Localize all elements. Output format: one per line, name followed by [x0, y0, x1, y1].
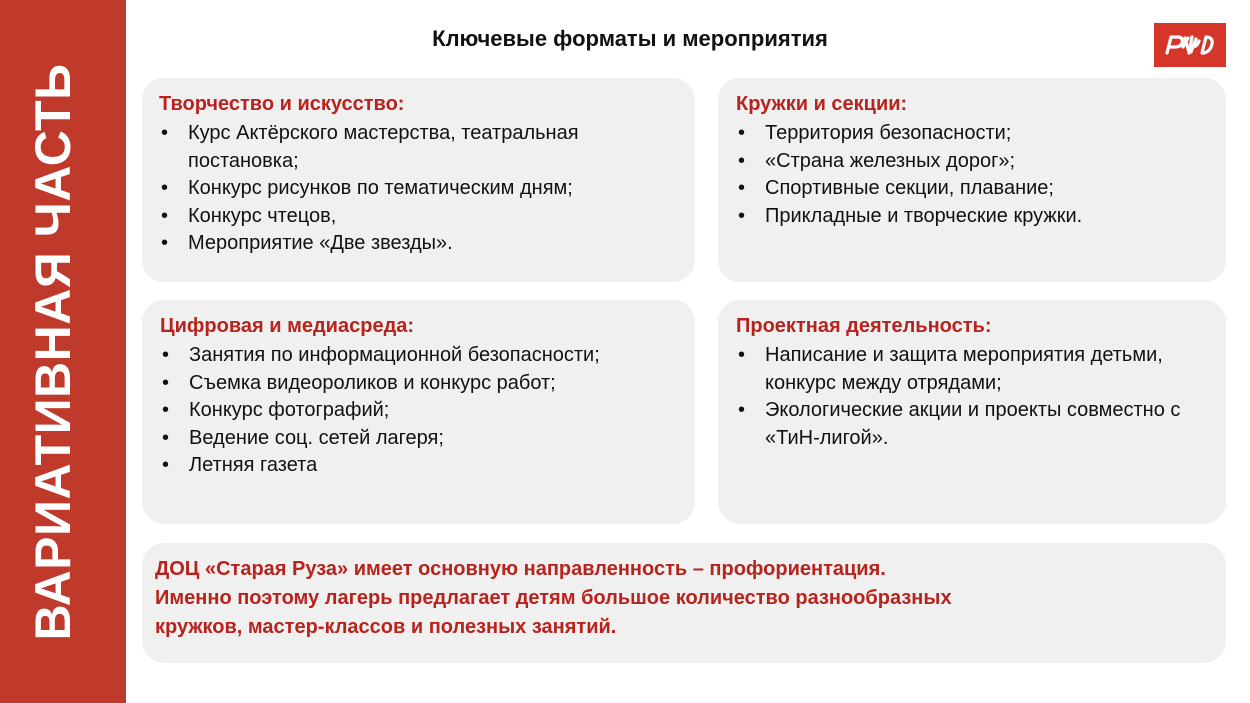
card-title: Цифровая и медиасреда: — [160, 315, 415, 337]
note-line: Именно поэтому лагерь предлагает детям большое количество разнообразных — [155, 587, 952, 609]
list-item: • Территория безопасности; — [736, 120, 1206, 148]
side-title: ВАРИАТИВНАЯ ЧАСТЬ — [25, 63, 81, 641]
page-title: Ключевые форматы и мероприятия — [432, 26, 828, 51]
list-item: • Летняя газета — [160, 452, 675, 480]
list-item: • Съемка видеороликов и конкурс работ; — [160, 370, 675, 398]
bullet-list — [159, 120, 675, 258]
summary-note — [142, 543, 1226, 663]
list-item: • Конкурс фотографий; — [160, 397, 675, 425]
note-line: ДОЦ «Старая Руза» имеет основную направленность – профориентация. — [155, 558, 886, 580]
bullet-list — [736, 120, 1206, 230]
card-clubs — [718, 78, 1226, 282]
list-item: • Мероприятие «Две звезды». — [159, 230, 675, 258]
list-item: • Спортивные секции, плавание; — [736, 175, 1206, 203]
list-item: • Занятия по информационной безопасности; — [160, 342, 675, 370]
note-line: кружков, мастер-классов и полезных занятий. — [155, 616, 617, 638]
side-bar — [0, 0, 126, 703]
card-projects — [718, 300, 1226, 524]
list-item: • Экологические акции и проекты совместно с «ТиН-лигой». — [736, 397, 1206, 452]
card-title: Проектная деятельность: — [736, 315, 992, 337]
bullet-list — [736, 342, 1206, 452]
list-item: • Курс Актёрского мастерства, театральная постановка; — [159, 120, 675, 175]
card-digital-media — [142, 300, 695, 524]
card-title: Творчество и искусство: — [159, 93, 405, 115]
rzd-logo-icon — [1154, 23, 1226, 67]
card-title: Кружки и секции: — [736, 93, 908, 115]
list-item: • Конкурс рисунков по тематическим дням; — [159, 175, 675, 203]
list-item: • Написание и защита мероприятия детьми, конкурс между отрядами; — [736, 342, 1206, 397]
list-item: • Прикладные и творческие кружки. — [736, 203, 1206, 231]
bullet-list — [160, 342, 675, 480]
card-creativity — [142, 78, 695, 282]
list-item: • Конкурс чтецов, — [159, 203, 675, 231]
list-item: • Ведение соц. сетей лагеря; — [160, 425, 675, 453]
list-item: • «Страна железных дорог»; — [736, 148, 1206, 176]
